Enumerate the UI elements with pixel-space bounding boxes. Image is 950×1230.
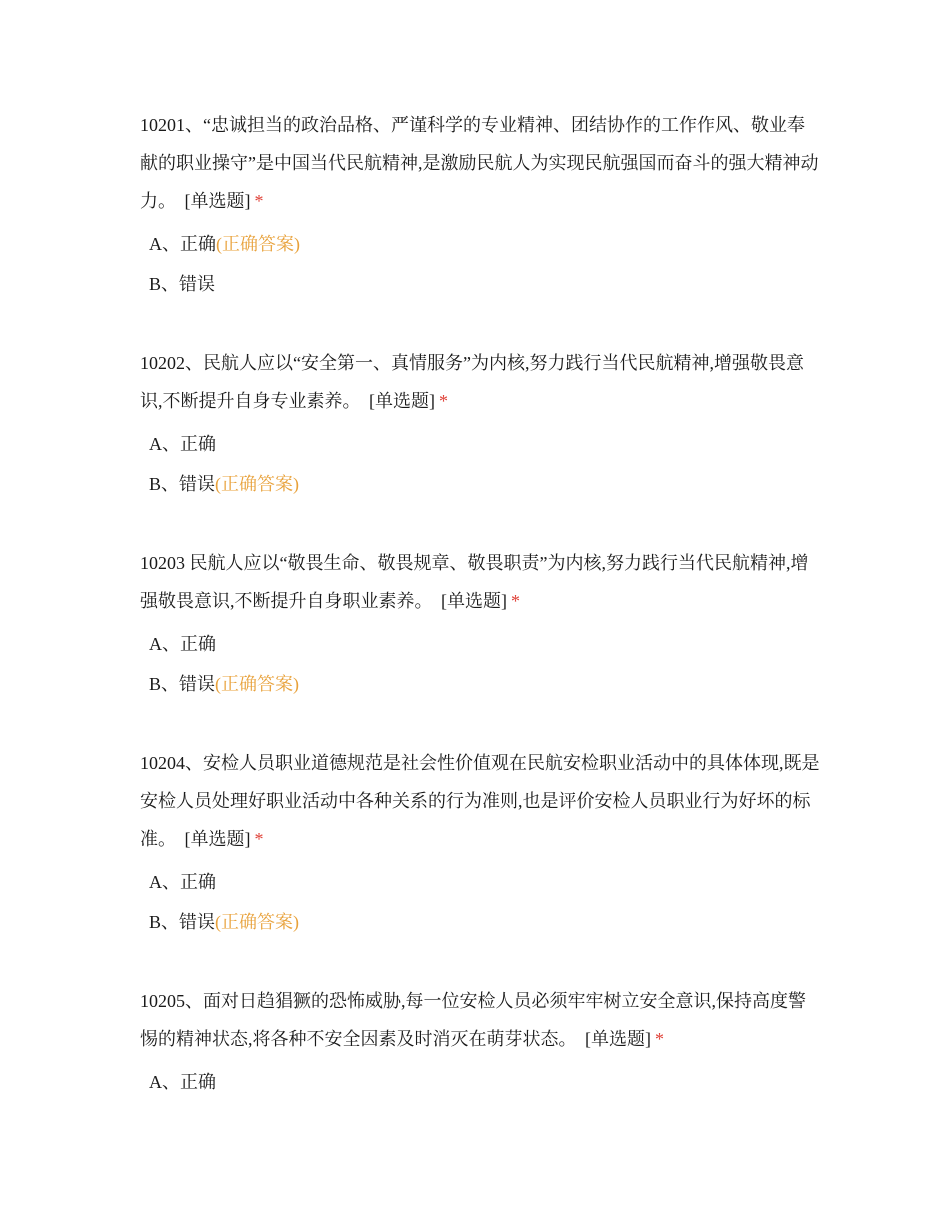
question-stem: 10203 民航人应以“敬畏生命、敬畏规章、敬畏职责”为内核,努力践行当代民航精神,增强敬畏意识,不断提升自身职业素养。 xyxy=(140,553,809,611)
correct-answer-mark: (正确答案) xyxy=(215,474,300,494)
question-text xyxy=(140,344,820,420)
option-a[interactable] xyxy=(149,232,820,256)
option-a[interactable] xyxy=(149,1070,820,1094)
required-mark: * xyxy=(511,591,520,611)
question-10202 xyxy=(140,344,820,496)
question-10205 xyxy=(140,982,820,1094)
question-10203 xyxy=(140,544,820,696)
required-mark: * xyxy=(655,1029,664,1049)
question-text xyxy=(140,544,820,620)
question-10201 xyxy=(140,106,820,296)
required-mark: * xyxy=(254,829,264,849)
option-label: B、错误 xyxy=(149,674,216,694)
correct-answer-mark: (正确答案) xyxy=(216,234,300,254)
question-type: [单选题] xyxy=(441,591,507,611)
question-text xyxy=(140,982,820,1058)
question-stem: 10202、民航人应以“安全第一、真情服务”为内核,努力践行当代民航精神,增强敬畏意识,不断提升自身专业素养。 xyxy=(140,353,804,411)
option-b[interactable] xyxy=(149,272,820,296)
option-label: B、错误 xyxy=(149,474,216,494)
question-stem: 10204、安检人员职业道德规范是社会性价值观在民航安检职业活动中的具体体现,既是安检人员处理好职业活动中各种关系的行为准则,也是评价安检人员职业行为好坏的标准。 xyxy=(140,753,820,849)
required-mark: * xyxy=(254,191,264,211)
option-a[interactable] xyxy=(149,870,820,894)
option-label: A、正确 xyxy=(149,234,216,254)
correct-answer-mark: (正确答案) xyxy=(215,674,300,694)
required-mark: * xyxy=(439,391,448,411)
question-text xyxy=(140,744,820,858)
option-label: A、正确 xyxy=(149,634,216,654)
question-text xyxy=(140,106,820,220)
question-10204 xyxy=(140,744,820,934)
question-type: [单选题] xyxy=(184,191,251,211)
option-b[interactable] xyxy=(149,472,820,496)
option-label: A、正确 xyxy=(149,872,216,892)
question-type: [单选题] xyxy=(184,829,251,849)
option-a[interactable] xyxy=(149,632,820,656)
option-label: B、错误 xyxy=(149,274,216,294)
correct-answer-mark: (正确答案) xyxy=(215,912,300,932)
option-label: B、错误 xyxy=(149,912,216,932)
question-type: [单选题] xyxy=(585,1029,651,1049)
option-label: A、正确 xyxy=(149,1072,216,1092)
option-a[interactable] xyxy=(149,432,820,456)
option-b[interactable] xyxy=(149,910,820,934)
question-type: [单选题] xyxy=(369,391,435,411)
option-b[interactable] xyxy=(149,672,820,696)
question-stem: 10201、“忠诚担当的政治品格、严谨科学的专业精神、团结协作的工作作风、敬业奉献的职业操守”是中国当代民航精神,是激励民航人为实现民航强国而奋斗的强大精神动力。 xyxy=(140,115,819,211)
option-label: A、正确 xyxy=(149,434,216,454)
question-stem: 10205、面对日趋猖獗的恐怖威胁,每一位安检人员必须牢牢树立安全意识,保持高度警惕的精神状态,将各种不安全因素及时消灭在萌芽状态。 xyxy=(140,991,806,1049)
